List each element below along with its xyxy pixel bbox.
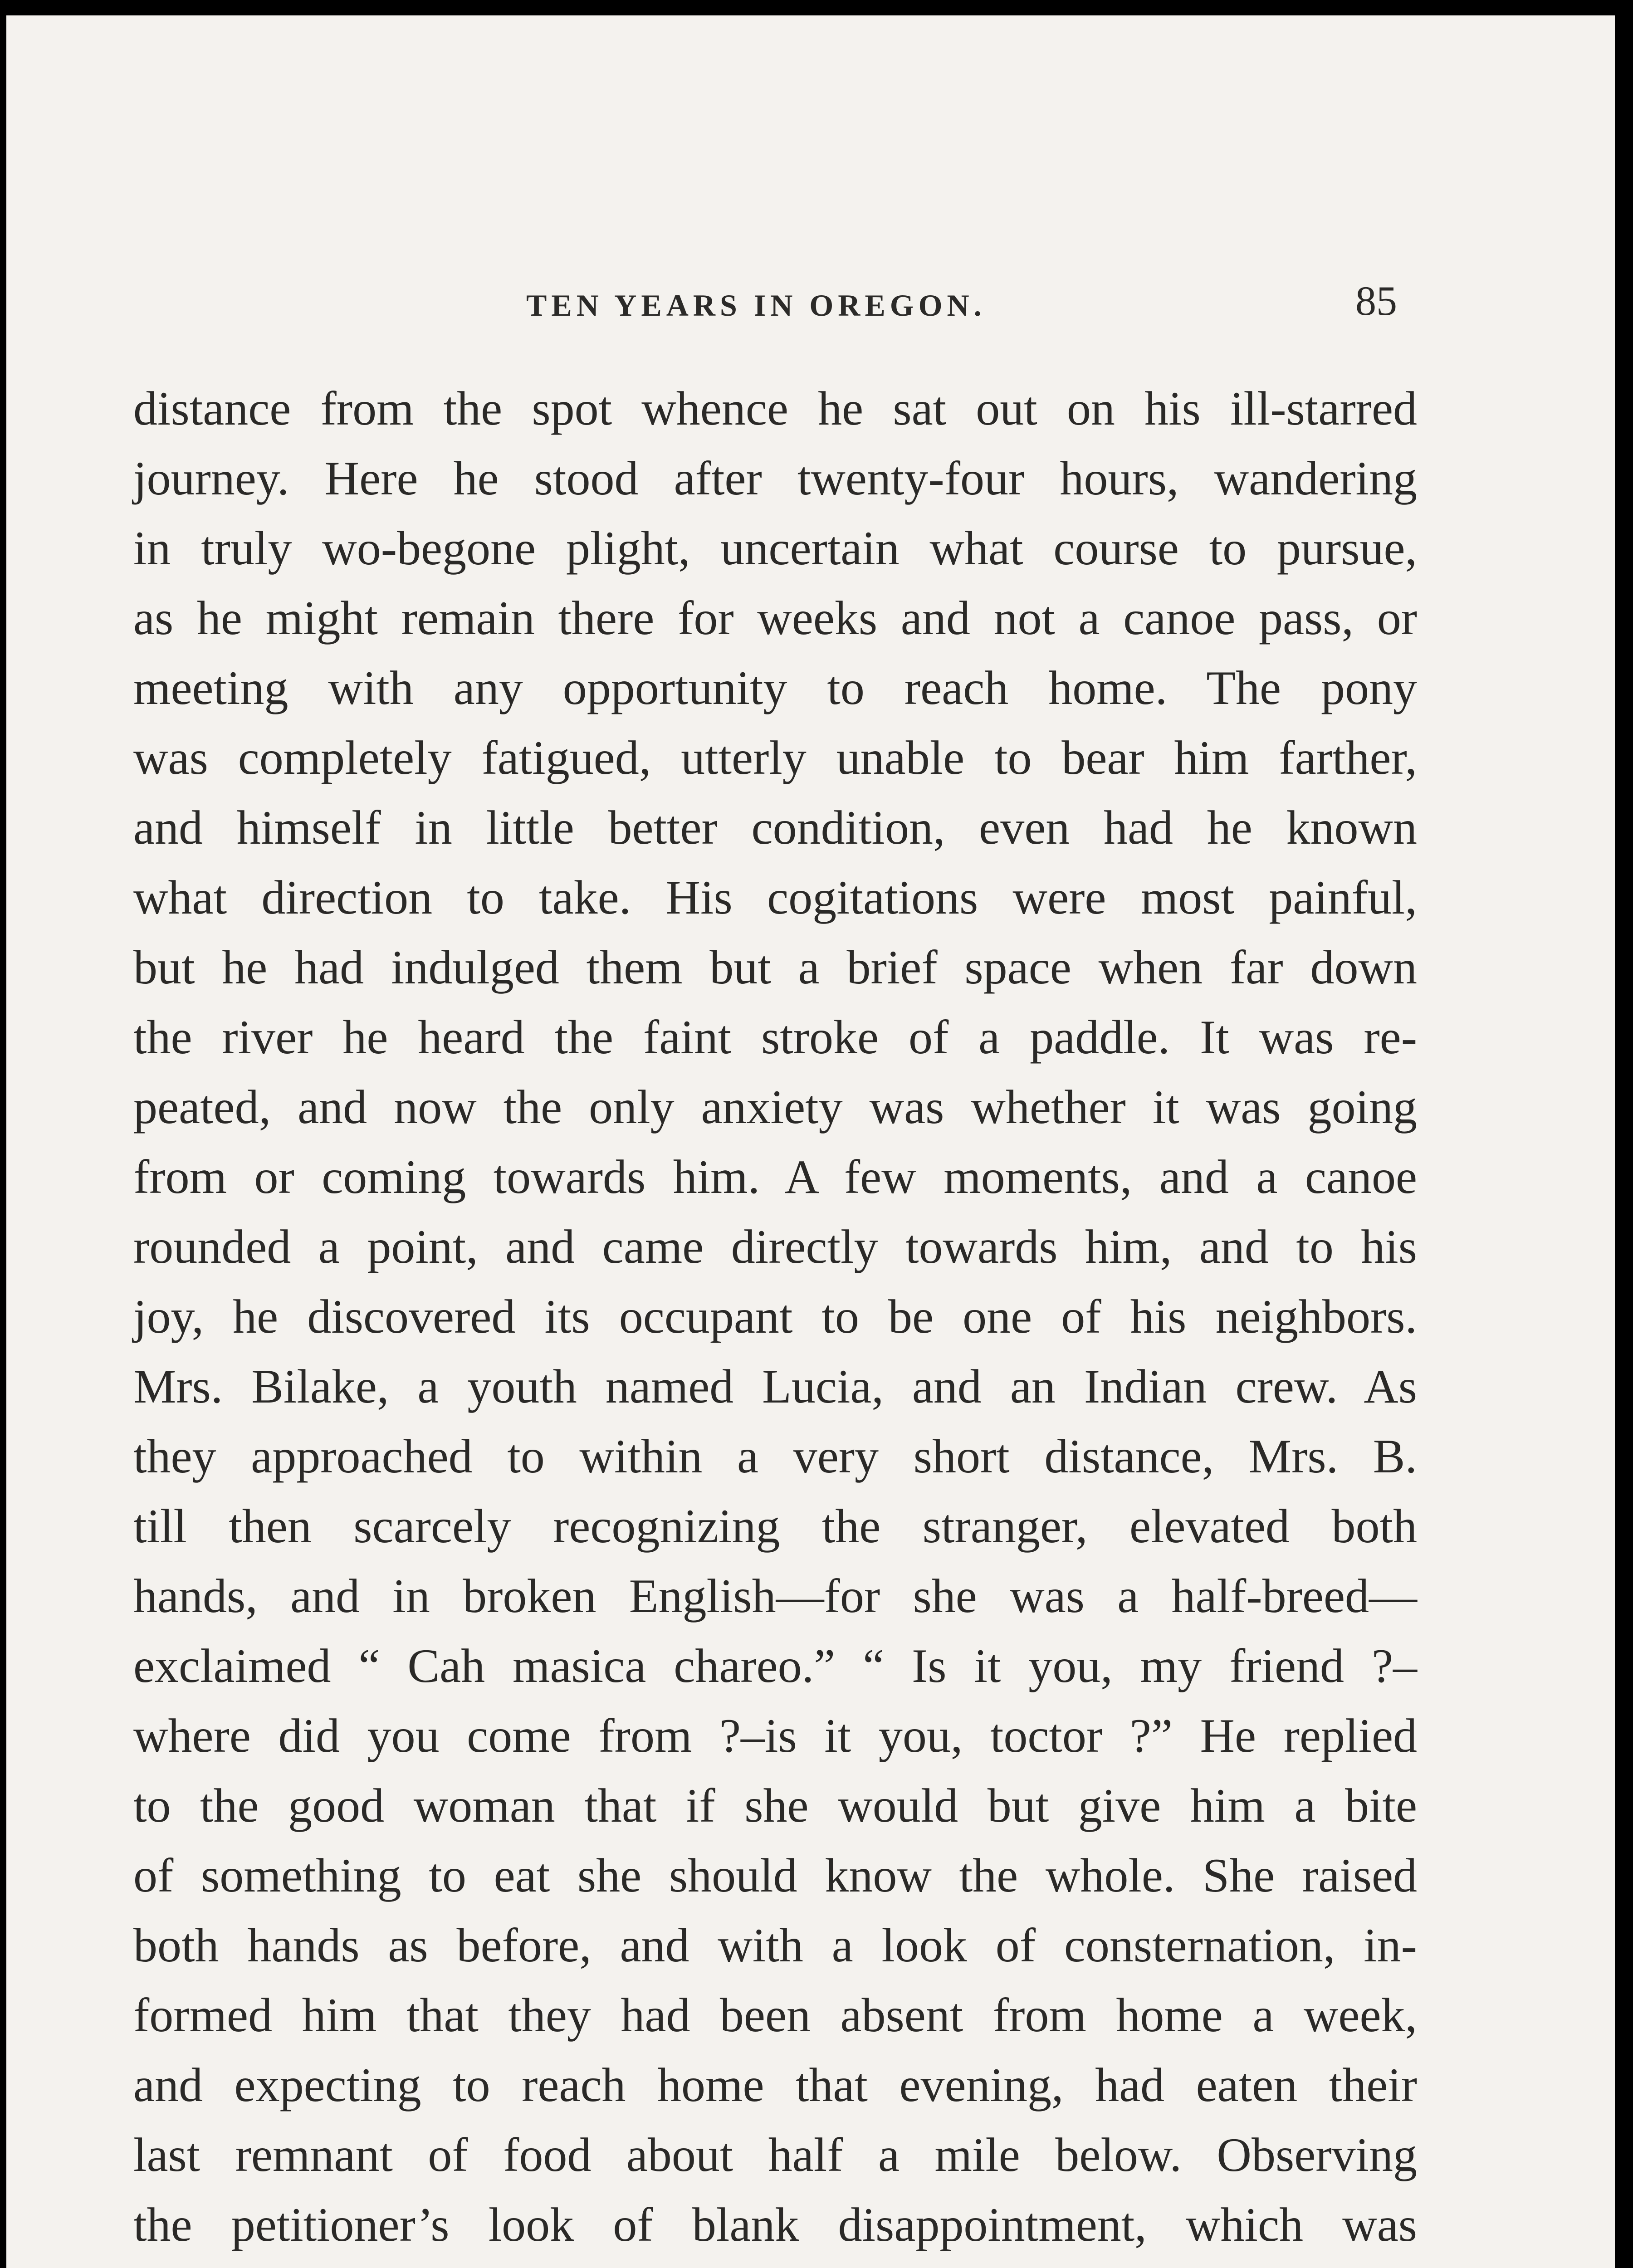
text-line: last remnant of food about half a mile below. Observing — [133, 2128, 1417, 2181]
text-line — [133, 2260, 1417, 2268]
page-number: 85 — [1355, 278, 1397, 324]
text-line: journey. Here he stood after twenty-four hours, wandering — [133, 452, 1417, 505]
text-line: and expecting to reach home that evening, had eaten their — [133, 2058, 1417, 2112]
text-line: hands, and in broken English—for she was a half-breed— — [133, 1569, 1417, 1623]
text-line: peated, and now the only anxiety was whether it was going — [133, 1080, 1417, 1134]
running-head — [136, 260, 1406, 337]
text-line: as he might remain there for weeks and not a canoe pass, or — [133, 591, 1417, 645]
book-page — [6, 15, 1615, 2268]
text-line: rounded a point, and came directly towards him, and to his — [133, 1220, 1417, 1273]
text-line: distance from the spot whence he sat out on his ill-starred — [133, 382, 1417, 435]
text-line: the petitioner’s look of blank disappointment, which was — [133, 2198, 1417, 2251]
text-line: in truly wo-begone plight, uncertain what course to pursue, — [133, 522, 1417, 575]
running-title: TEN YEARS IN OREGON. — [526, 288, 986, 323]
text-line: what direction to take. His cogitations were most painful, — [133, 871, 1417, 924]
text-line: from or coming towards him. A few moments, and a canoe — [133, 1150, 1417, 1203]
text-line: to the good woman that if she would but give him a bite — [133, 1779, 1417, 1832]
text-line: of something to eat she should know the whole. She raised — [133, 1849, 1417, 1902]
text-line: the river he heard the faint stroke of a paddle. It was re- — [133, 1011, 1417, 1064]
text-line: exclaimed “ Cah masica chareo.” “ Is it you, my friend ?– — [133, 1639, 1417, 1692]
text-line: meeting with any opportunity to reach home. The pony — [133, 661, 1417, 714]
text-line: Mrs. Bilake, a youth named Lucia, and an Indian crew. As — [133, 1360, 1417, 1413]
text-line: and himself in little better condition, even had he known — [133, 801, 1417, 854]
text-line: both hands as before, and with a look of consternation, in- — [133, 1919, 1417, 1972]
body-text — [133, 374, 1417, 2268]
text-line: they approached to within a very short distance, Mrs. B. — [133, 1430, 1417, 1483]
text-line: but he had indulged them but a brief space when far down — [133, 941, 1417, 994]
text-line: joy, he discovered its occupant to be one of his neighbors. — [133, 1290, 1417, 1343]
text-line: where did you come from ?–is it you, toctor ?” He replied — [133, 1709, 1417, 1762]
text-line: formed him that they had been absent from home a week, — [133, 1989, 1417, 2042]
text-line: was completely fatigued, utterly unable to bear him farther, — [133, 731, 1417, 784]
text-line: till then scarcely recognizing the stranger, elevated both — [133, 1500, 1417, 1553]
